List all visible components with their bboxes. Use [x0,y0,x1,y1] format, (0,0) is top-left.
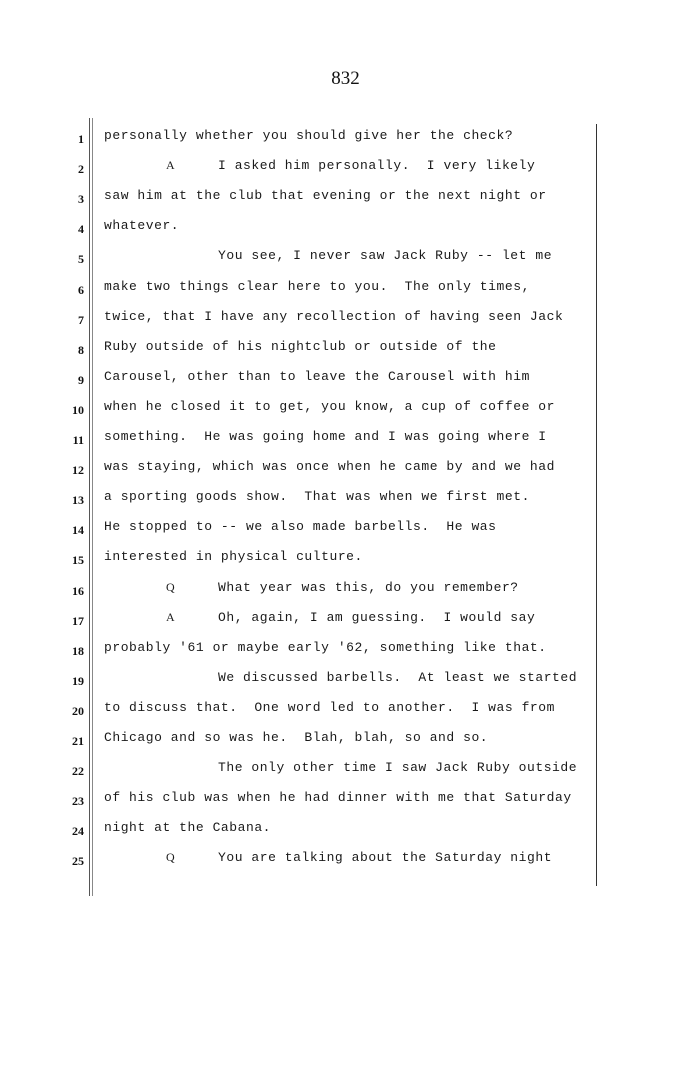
transcript-line [0,730,691,760]
line-text: You see, I never saw Jack Ruby -- let me [218,248,553,264]
transcript-line [0,188,691,218]
line-number: 11 [72,433,84,447]
line-text: of his club was when he had dinner with me that Saturday [104,790,572,806]
line-number: 21 [72,734,84,748]
speaker-marker: A [166,158,175,173]
line-number: 24 [72,824,84,839]
line-text: He stopped to -- we also made barbells. He was [104,519,497,535]
line-number: 25 [72,854,84,869]
speaker-marker: A [166,609,175,624]
line-text: probably '61 or maybe early '62, something like that. [104,639,547,655]
line-text: something. He was going home and I was going where I [104,429,547,444]
transcript-line [0,760,691,790]
line-text: saw him at the club that evening or the next night or [104,188,547,204]
line-text: What year was this, do you remember? [218,579,519,595]
line-text: Carousel, other than to leave the Carousel with him [104,368,530,384]
transcript-line [0,218,691,248]
transcript-line [0,549,691,579]
line-text: to discuss that. One word led to another. I was from [104,699,555,715]
transcript-line [0,610,691,640]
line-text: Ruby outside of his nightclub or outside of the [104,338,497,354]
line-text: was staying, which was once when he came by and we had [104,459,555,475]
line-text: interested in physical culture. [104,549,363,565]
speaker-marker: Q [166,579,175,594]
line-text: I asked him personally. I very likely [218,158,536,174]
line-text: whatever. [104,218,180,234]
transcript-line [0,279,691,309]
line-number: 14 [72,523,84,538]
line-number: 4 [78,222,84,237]
transcript-line [0,369,691,399]
line-number: 7 [78,312,84,327]
line-number: 13 [72,493,84,508]
transcript-line [0,519,691,549]
line-text: personally whether you should give her the check? [104,128,514,143]
line-number: 6 [78,282,84,297]
transcript-line [0,459,691,489]
transcript-line [0,399,691,429]
line-number: 16 [72,583,84,598]
line-number: 17 [72,613,84,628]
transcript-line [0,580,691,610]
transcript-line [0,309,691,339]
line-number: 3 [78,192,84,207]
line-text: The only other time I saw Jack Ruby outside [218,760,578,776]
line-text: make two things clear here to you. The only times, [104,278,530,294]
line-number: 8 [78,342,84,357]
transcript-line [0,700,691,730]
transcript-line [0,248,691,278]
line-text: when he closed it to get, you know, a cup of coffee or [104,398,555,414]
line-number: 10 [72,402,84,417]
line-number: 15 [72,553,84,568]
line-number: 2 [78,162,84,177]
transcript-line [0,429,691,459]
line-text: twice, that I have any recollection of having seen Jack [104,308,564,324]
line-number: 20 [72,703,84,718]
transcript-line [0,489,691,519]
speaker-marker: Q [166,850,175,865]
transcript-line [0,339,691,369]
line-text: a sporting goods show. That was when we first met. [104,489,530,505]
transcript-line [0,850,691,880]
line-text: night at the Cabana. [104,820,272,836]
transcript-line [0,820,691,850]
line-text: Chicago and so was he. Blah, blah, so and so. [104,730,489,745]
line-number: 9 [78,372,84,387]
line-number: 19 [72,673,84,688]
transcript-line [0,128,691,158]
line-number: 23 [72,794,84,809]
page-number: 832 [331,68,360,89]
line-number: 22 [72,764,84,779]
line-text: Oh, again, I am guessing. I would say [218,609,536,625]
line-text: You are talking about the Saturday night [218,850,553,866]
line-number: 1 [78,132,84,146]
transcript-line [0,670,691,700]
line-number: 18 [72,643,84,658]
transcript-line [0,790,691,820]
line-number: 12 [72,463,84,478]
transcript-line [0,640,691,670]
line-number: 5 [78,252,84,267]
line-text: We discussed barbells. At least we started [218,669,578,685]
transcript-line [0,158,691,188]
